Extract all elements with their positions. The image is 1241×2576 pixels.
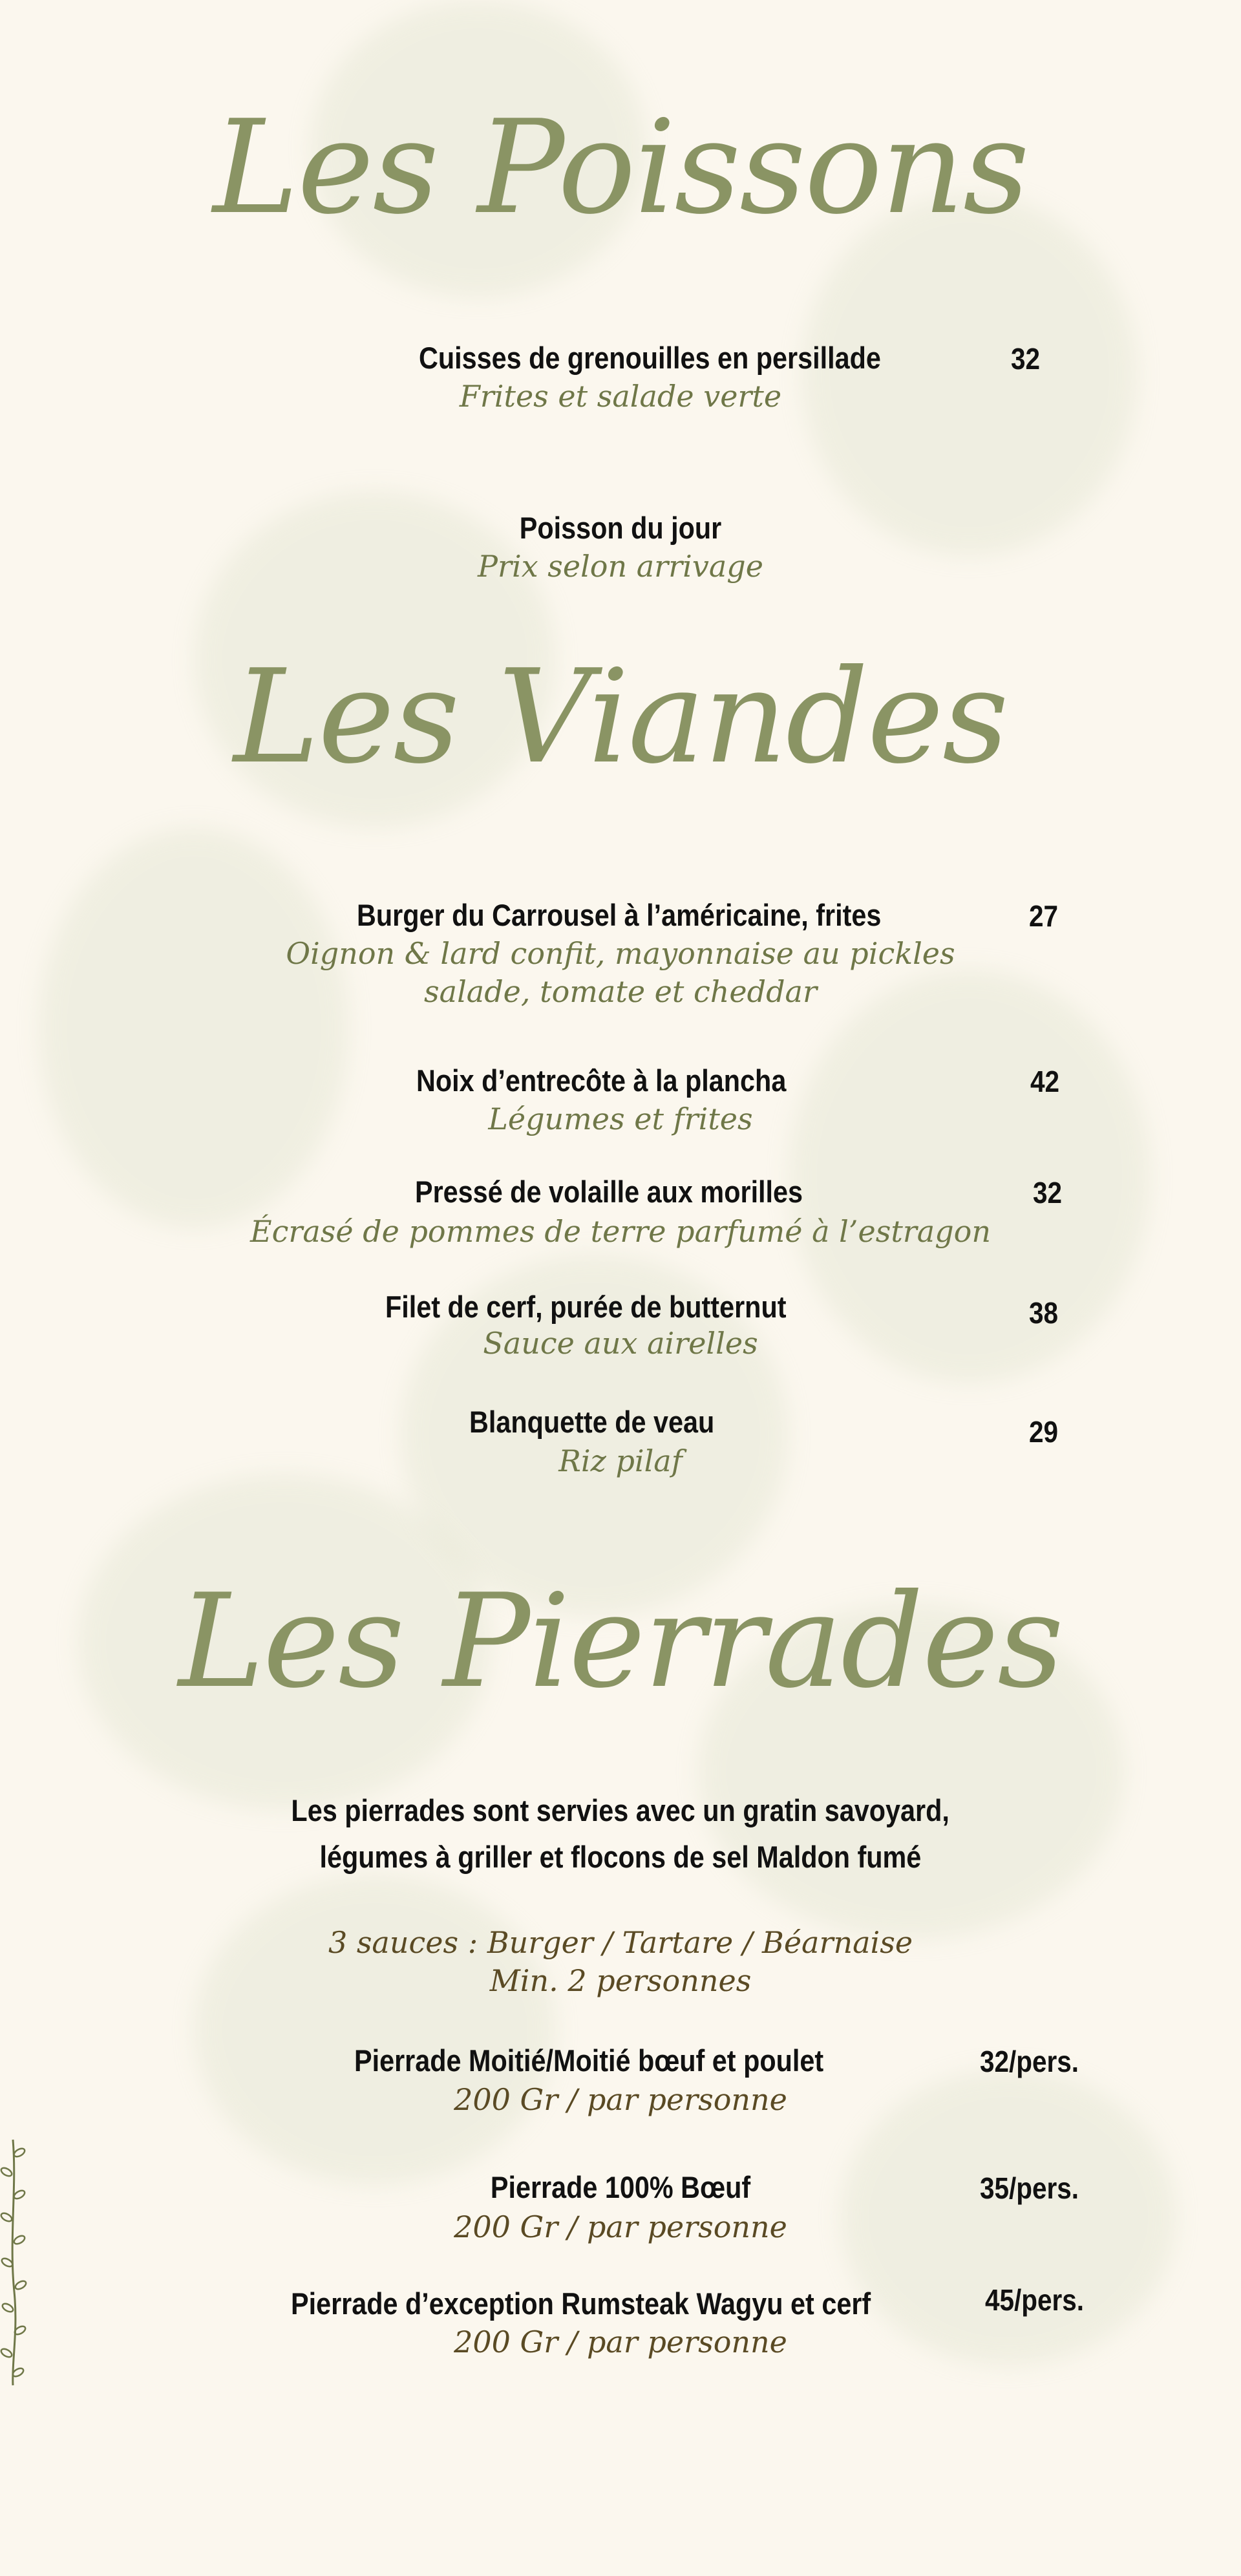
dish-price: 29 <box>1029 1415 1059 1449</box>
watercolor-wash <box>39 827 349 1228</box>
minimum-note: Min. 2 personnes <box>489 1963 752 1998</box>
dish-name: Burger du Carrousel à l’américaine, frites <box>357 898 882 932</box>
section-title-poissons: Les Poissons <box>213 92 1028 243</box>
dish-description: Légumes et frites <box>488 1102 753 1136</box>
dish-price: 38 <box>1029 1296 1059 1330</box>
dish-name: Pierrade d’exception Rumsteak Wagyu et cerf <box>291 2286 871 2321</box>
watercolor-wash <box>801 194 1138 556</box>
dish-description: Prix selon arrivage <box>478 549 763 584</box>
dish-price: 32/pers. <box>980 2045 1079 2078</box>
section-title-pierrades: Les Pierrades <box>178 1566 1063 1717</box>
dish-name: Poisson du jour <box>519 511 722 545</box>
section-title-viandes: Les Viandes <box>233 642 1008 793</box>
watercolor-wash <box>789 970 1151 1383</box>
dish-name: Blanquette de veau <box>469 1405 715 1439</box>
pierrades-intro-line: légumes à griller et flocons de sel Maldon fumé <box>319 1840 922 1874</box>
dish-description: 200 Gr / par personne <box>454 2082 787 2117</box>
dish-price: 32 <box>1033 1176 1063 1209</box>
dish-description: Riz pilaf <box>558 1443 683 1478</box>
dish-description: salade, tomate et cheddar <box>424 974 817 1009</box>
dish-description: Oignon & lard confit, mayonnaise au pickles <box>286 936 955 971</box>
dish-price: 45/pers. <box>985 2283 1085 2317</box>
dish-name: Pierrade 100% Bœuf <box>490 2170 751 2204</box>
dish-price: 42 <box>1030 1065 1060 1098</box>
dish-name: Cuisses de grenouilles en persillade <box>419 341 881 375</box>
dish-price: 35/pers. <box>980 2171 1079 2205</box>
dish-description: Sauce aux airelles <box>483 1326 758 1361</box>
dish-description: Frites et salade verte <box>459 379 782 414</box>
leaf-sprig-icon <box>0 2136 28 2389</box>
dish-name: Pressé de volaille aux morilles <box>415 1175 803 1209</box>
watercolor-wash <box>194 1875 556 2185</box>
pierrades-intro-line: Les pierrades sont servies avec un gratin savoyard, <box>291 1793 950 1827</box>
dish-description: Écrasé de pommes de terre parfumé à l’estragon <box>249 1214 991 1249</box>
pierrades-intro <box>0 1787 1241 1880</box>
dish-price: 32 <box>1011 342 1041 376</box>
dish-description: 200 Gr / par personne <box>454 2209 787 2244</box>
sauces-note: 3 sauces : Burger / Tartare / Béarnaise <box>328 1925 913 1960</box>
dish-description: 200 Gr / par personne <box>454 2325 787 2359</box>
dish-price: 27 <box>1029 899 1059 933</box>
dish-name: Noix d’entrecôte à la plancha <box>416 1063 787 1098</box>
dish-name: Pierrade Moitié/Moitié bœuf et poulet <box>354 2043 824 2078</box>
dish-name: Filet de cerf, purée de butternut <box>385 1290 787 1324</box>
